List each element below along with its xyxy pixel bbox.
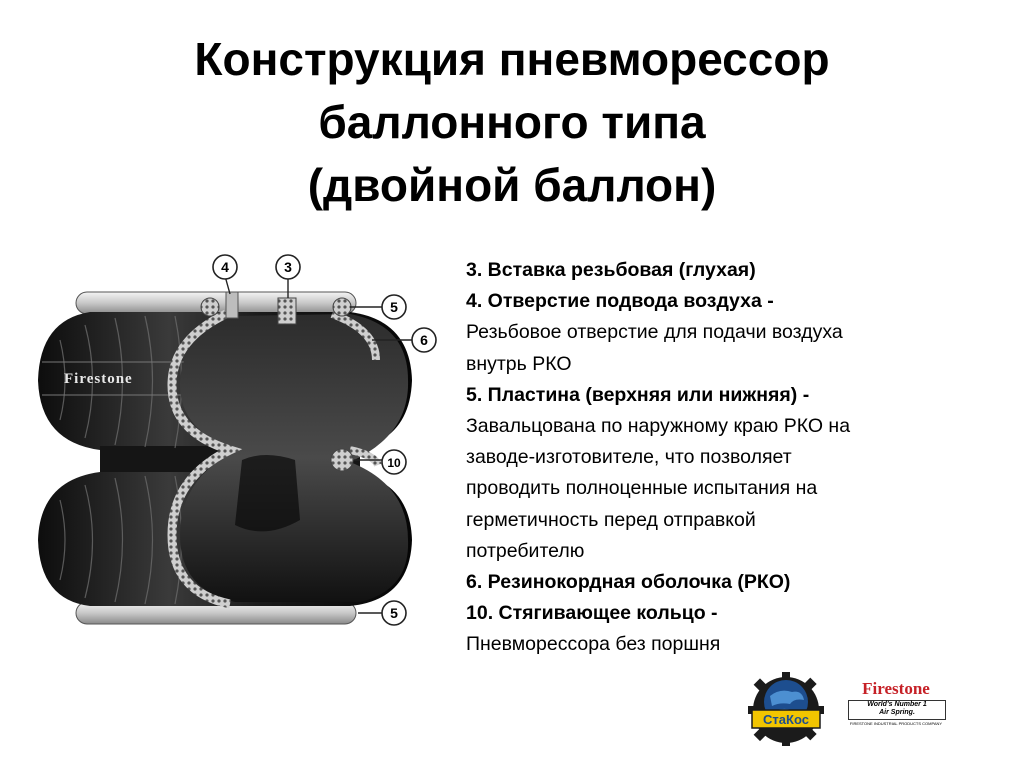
air-spring-cutaway-diagram xyxy=(30,250,450,640)
firestone-tagline-line-1: World's Number 1 xyxy=(867,701,927,708)
top-bead-seal xyxy=(201,298,219,316)
air-inlet-fitting xyxy=(226,292,238,318)
description-line: внутрь РКО xyxy=(466,352,572,375)
description-line: 10. Стягивающее кольцо - xyxy=(466,602,718,625)
callout-3-label: 3 xyxy=(284,259,292,275)
description-line: проводить полноценные испытания на xyxy=(466,477,818,500)
stakos-logo xyxy=(746,668,826,746)
description-line: заводе-изготовителе, что позволяет xyxy=(466,446,792,469)
title-line-3: (двойной баллон) xyxy=(307,159,717,211)
callout-5-bottom xyxy=(382,601,406,625)
description-line: 3. Вставка резьбовая (глухая) xyxy=(466,259,756,281)
callout-10 xyxy=(382,450,406,474)
callout-4-label: 4 xyxy=(221,259,229,275)
description-line: 5. Пластина (верхняя или нижняя) - xyxy=(466,383,810,406)
firestone-tagline-line-2: Air Spring. xyxy=(879,709,915,716)
firestone-logo xyxy=(842,680,950,730)
title-line-1: Конструкция пневморессор xyxy=(194,33,830,85)
callout-3 xyxy=(276,255,300,279)
callout-6-label: 6 xyxy=(420,332,428,348)
slide-title xyxy=(0,28,1024,217)
callout-4 xyxy=(213,255,237,279)
description-line: 6. Резинокордная оболочка (РКО) xyxy=(466,571,791,594)
firestone-tagline xyxy=(848,700,946,720)
description-line: Пневморессора без поршня xyxy=(466,633,721,656)
girdle-ring-section xyxy=(331,449,353,471)
callout-5-top-label: 5 xyxy=(390,299,398,315)
component-description xyxy=(466,255,1006,661)
firestone-brand-text: Firestone xyxy=(862,679,930,698)
callout-5-top xyxy=(382,295,406,319)
callout-5-bottom-label: 5 xyxy=(390,605,398,621)
bellow-brand-text: Firestone xyxy=(64,371,133,387)
description-line: потребителю xyxy=(466,539,585,562)
inner-girdle-shadow xyxy=(235,455,300,531)
callout-10-label: 10 xyxy=(387,456,401,470)
description-line: Завальцована по наружному краю РКО на xyxy=(466,415,851,438)
firestone-company-text: FIRESTONE INDUSTRIAL PRODUCTS COMPANY xyxy=(849,721,943,726)
stakos-logo-text: СтаКос xyxy=(763,712,809,727)
description-line: 4. Отверстие подвода воздуха - xyxy=(466,290,774,313)
top-bead-seal xyxy=(333,298,351,316)
threaded-insert xyxy=(278,298,296,324)
description-line: Резьбовое отверстие для подачи воздуха xyxy=(466,321,843,344)
title-line-2: баллонного типа xyxy=(318,96,706,148)
callout-6 xyxy=(412,328,436,352)
description-line: герметичность перед отправкой xyxy=(466,508,756,531)
